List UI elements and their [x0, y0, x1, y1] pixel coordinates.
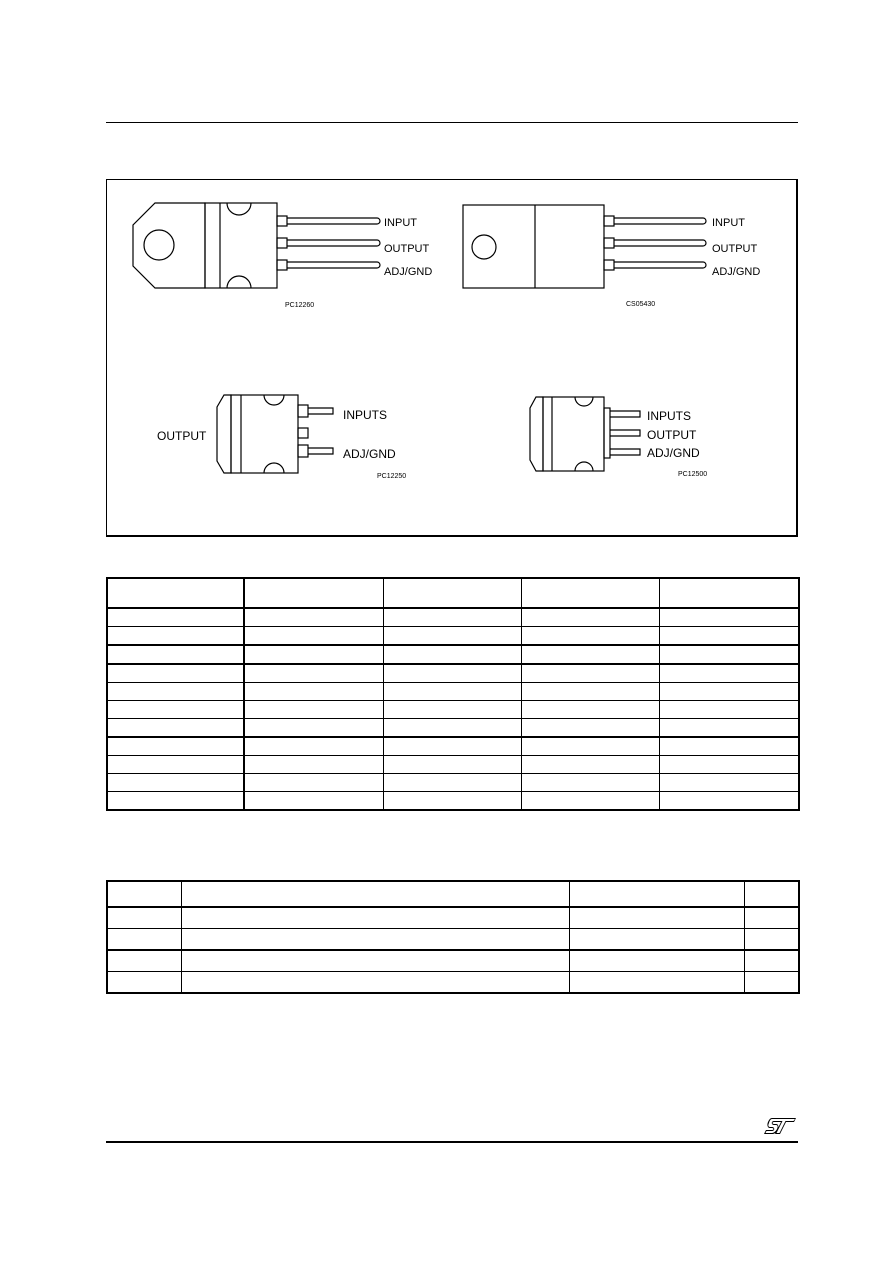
table-cell — [383, 792, 521, 811]
table-cell — [107, 774, 244, 792]
table-cell — [383, 578, 521, 608]
table-row — [107, 701, 799, 719]
table-cell — [569, 881, 744, 907]
table-cell — [659, 627, 799, 646]
table-cell — [744, 907, 799, 929]
table-1-header-row — [107, 578, 799, 608]
table-cell — [744, 881, 799, 907]
table-cell — [107, 627, 244, 646]
table-cell — [244, 756, 383, 774]
table-cell — [107, 664, 244, 683]
dpak-package — [217, 395, 333, 473]
table-row — [107, 756, 799, 774]
table-cell — [107, 683, 244, 701]
table-cell — [244, 608, 383, 627]
table-cell — [383, 774, 521, 792]
table-cell — [107, 929, 181, 951]
ppak-figure-code: PC12500 — [678, 471, 708, 478]
table-row — [107, 664, 799, 683]
table-cell — [244, 664, 383, 683]
table-cell — [521, 664, 659, 683]
table-2-header-row — [107, 881, 799, 907]
table-cell — [521, 608, 659, 627]
table-row — [107, 907, 799, 929]
table-cell — [383, 737, 521, 756]
table-row — [107, 929, 799, 951]
table-cell — [659, 737, 799, 756]
table-cell — [107, 608, 244, 627]
table-row — [107, 627, 799, 646]
table-cell — [744, 972, 799, 994]
to220-pin-label-1: INPUT — [384, 217, 417, 229]
table-cell — [244, 719, 383, 738]
table-cell — [181, 950, 569, 972]
table-cell — [244, 774, 383, 792]
footer-rule — [106, 1141, 798, 1143]
table-cell — [107, 645, 244, 664]
table-cell — [383, 627, 521, 646]
table-cell — [244, 683, 383, 701]
table-cell — [107, 881, 181, 907]
table-cell — [383, 683, 521, 701]
table-cell — [181, 972, 569, 994]
table-cell — [383, 701, 521, 719]
ppak-pin-label-3: ADJ/GND — [647, 446, 700, 460]
to220fp-figure-code: CS05430 — [626, 301, 656, 308]
table-cell — [659, 664, 799, 683]
table-cell — [244, 578, 383, 608]
table-cell — [659, 608, 799, 627]
header-rule — [106, 122, 798, 123]
table-cell — [569, 950, 744, 972]
st-logo — [762, 1115, 798, 1137]
table-cell — [521, 719, 659, 738]
table-row — [107, 645, 799, 664]
dpak-pin-label-2: ADJ/GND — [343, 447, 396, 461]
table-cell — [569, 972, 744, 994]
table-cell — [244, 737, 383, 756]
pin-connection-figure — [106, 179, 798, 537]
table-cell — [659, 719, 799, 738]
table-cell — [107, 578, 244, 608]
ppak-pin-label-1: INPUTS — [647, 409, 692, 423]
table-cell — [659, 774, 799, 792]
table-cell — [569, 929, 744, 951]
table-cell — [107, 950, 181, 972]
table-cell — [107, 972, 181, 994]
to220fp-pin-label-3: ADJ/GND — [712, 266, 761, 278]
table-row — [107, 737, 799, 756]
table-row — [107, 719, 799, 738]
table-cell — [107, 701, 244, 719]
table-cell — [181, 881, 569, 907]
table-cell — [659, 792, 799, 811]
table-cell — [659, 578, 799, 608]
table-cell — [383, 645, 521, 664]
table-cell — [244, 645, 383, 664]
table-cell — [244, 792, 383, 811]
to220-pin-label-3: ADJ/GND — [384, 266, 433, 278]
table-2 — [106, 880, 800, 994]
table-cell — [383, 756, 521, 774]
table-1 — [106, 577, 800, 811]
table-cell — [107, 719, 244, 738]
table-row — [107, 608, 799, 627]
dpak-pin-label-1: INPUTS — [343, 408, 388, 422]
table-row — [107, 972, 799, 994]
to220fp-pin-label-1: INPUT — [712, 217, 745, 229]
table-cell — [181, 907, 569, 929]
table-cell — [659, 701, 799, 719]
to220-pin-label-2: OUTPUT — [384, 243, 430, 255]
to220fp-pin-label-2: OUTPUT — [712, 243, 758, 255]
table-row — [107, 950, 799, 972]
table-cell — [383, 608, 521, 627]
table-cell — [744, 950, 799, 972]
to220fp-package — [463, 205, 706, 288]
table-cell — [521, 756, 659, 774]
table-cell — [521, 737, 659, 756]
ppak-package — [530, 397, 640, 471]
table-cell — [521, 774, 659, 792]
table-row — [107, 774, 799, 792]
to220-figure-code: PC12260 — [285, 302, 315, 309]
ppak-pin-label-2: OUTPUT — [647, 428, 697, 442]
table-row — [107, 792, 799, 811]
table-cell — [521, 645, 659, 664]
to220-package — [133, 203, 380, 288]
table-cell — [659, 645, 799, 664]
table-cell — [521, 701, 659, 719]
table-cell — [659, 683, 799, 701]
table-cell — [107, 737, 244, 756]
table-cell — [521, 627, 659, 646]
table-cell — [181, 929, 569, 951]
table-cell — [521, 792, 659, 811]
table-cell — [107, 907, 181, 929]
table-cell — [244, 701, 383, 719]
table-cell — [744, 929, 799, 951]
dpak-tab-label: OUTPUT — [157, 429, 207, 443]
table-cell — [383, 664, 521, 683]
table-cell — [569, 907, 744, 929]
table-cell — [383, 719, 521, 738]
table-cell — [521, 578, 659, 608]
table-row — [107, 683, 799, 701]
table-cell — [107, 792, 244, 811]
table-cell — [244, 627, 383, 646]
table-cell — [659, 756, 799, 774]
dpak-figure-code: PC12250 — [377, 473, 407, 480]
table-cell — [521, 683, 659, 701]
table-cell — [107, 756, 244, 774]
